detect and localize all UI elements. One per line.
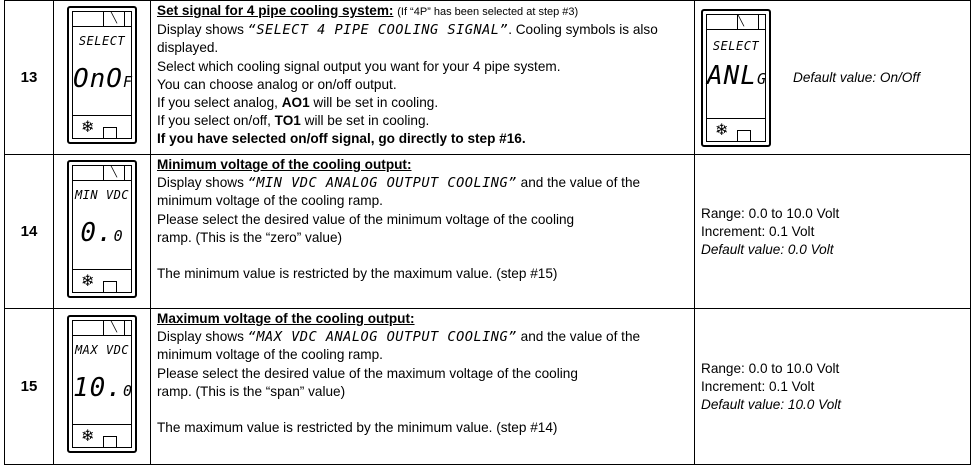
- lcd-label: MIN VDC: [74, 188, 130, 202]
- lcd-message: “SELECT 4 PIPE COOLING SIGNAL”: [247, 22, 509, 39]
- default-value: Default value: 0.0 Volt: [701, 241, 834, 257]
- increment-text: Increment: 0.1 Volt: [701, 223, 815, 239]
- lcd-label: MAX VDC: [74, 343, 130, 357]
- snowflake-icon: ❄: [81, 273, 95, 290]
- lcd-label: SELECT: [78, 34, 126, 48]
- indicator-box: [737, 130, 751, 141]
- wrench-icon: ╲: [103, 321, 125, 335]
- lcd-display-option: [701, 9, 771, 147]
- description-cell: Set signal for 4 pipe cooling system: (If “4P” has been selected at step #3) Display shows “SELECT 4 PIPE COOLING SIGNAL”. Cooling symbols is also displayed. Select which cooling signal output you want for your 4 pipe system. You can choose analog or on/off output. If you select analog, AO1 will be set in cooling. If you select on/off, TO1 will be set in cooling. If you have selected on/off signal, go directly to step #16.: [151, 1, 695, 155]
- skip-note: If you have selected on/off signal, go directly to step #16.: [157, 131, 526, 147]
- step-row-15: [5, 309, 971, 465]
- wrench-icon: ╲: [103, 166, 125, 180]
- default-value: Default value: On/Off: [793, 69, 920, 85]
- lcd-value: 0.0: [80, 218, 124, 248]
- step-number: 13: [5, 1, 54, 155]
- step-row-14: [5, 155, 971, 309]
- step-number: 15: [5, 309, 54, 465]
- default-value: Default value: 10.0 Volt: [701, 396, 842, 412]
- step-row-13: [5, 1, 971, 155]
- configuration-steps-table: [4, 0, 971, 465]
- step-number: 14: [5, 155, 54, 309]
- lcd-display: [67, 160, 137, 298]
- lcd-label: SELECT: [712, 38, 760, 53]
- display-cell: [54, 1, 151, 155]
- value-cell: [695, 155, 971, 309]
- snowflake-icon: ❄: [715, 121, 729, 139]
- range-text: Range: 0.0 to 10.0 Volt: [701, 205, 840, 221]
- step-title: Set signal for 4 pipe cooling system:: [157, 3, 394, 18]
- increment-text: Increment: 0.1 Volt: [701, 378, 815, 394]
- step-title: Maximum voltage of the cooling output:: [157, 311, 415, 326]
- description-cell: Minimum voltage of the cooling output: Display shows “MIN VDC ANALOG OUTPUT COOLING” and the value of the minimum voltage of the cooling ramp. Please select the desired value of the minimum voltage of the cooling ramp. (This is the “zero” value) The minimum value is restricted by the maximum value. (step #15): [151, 155, 695, 309]
- value-cell: [695, 309, 971, 465]
- lcd-value: 10.0: [73, 373, 133, 403]
- lcd-message: “MAX VDC ANALOG OUTPUT COOLING”: [247, 329, 517, 346]
- lcd-display: [67, 6, 137, 144]
- indicator-box: [103, 281, 117, 292]
- indicator-box: [103, 127, 117, 138]
- step-title: Minimum voltage of the cooling output:: [157, 157, 412, 172]
- wrench-icon: ╲: [103, 12, 125, 26]
- display-cell: [54, 155, 151, 309]
- lcd-message: “MIN VDC ANALOG OUTPUT COOLING”: [247, 175, 517, 192]
- range-text: Range: 0.0 to 10.0 Volt: [701, 360, 840, 376]
- title-note: (If “4P” has been selected at step #3): [397, 6, 579, 18]
- lcd-value: ANLG: [707, 60, 767, 91]
- snowflake-icon: ❄: [81, 119, 95, 136]
- indicator-box: [103, 436, 117, 447]
- lcd-value: OnOF: [73, 64, 133, 94]
- lcd-display: [67, 315, 137, 453]
- wrench-icon: ╲: [737, 15, 759, 29]
- description-cell: Maximum voltage of the cooling output: Display shows “MAX VDC ANALOG OUTPUT COOLING” and the value of the minimum voltage of the cooling ramp. Please select the desired value of the maximum voltage of the cooling ramp. (This is the “span” value) The maximum value is restricted by the minimum value. (step #14): [151, 309, 695, 465]
- snowflake-icon: ❄: [81, 428, 95, 445]
- display-cell: [54, 309, 151, 465]
- value-cell: [695, 1, 971, 155]
